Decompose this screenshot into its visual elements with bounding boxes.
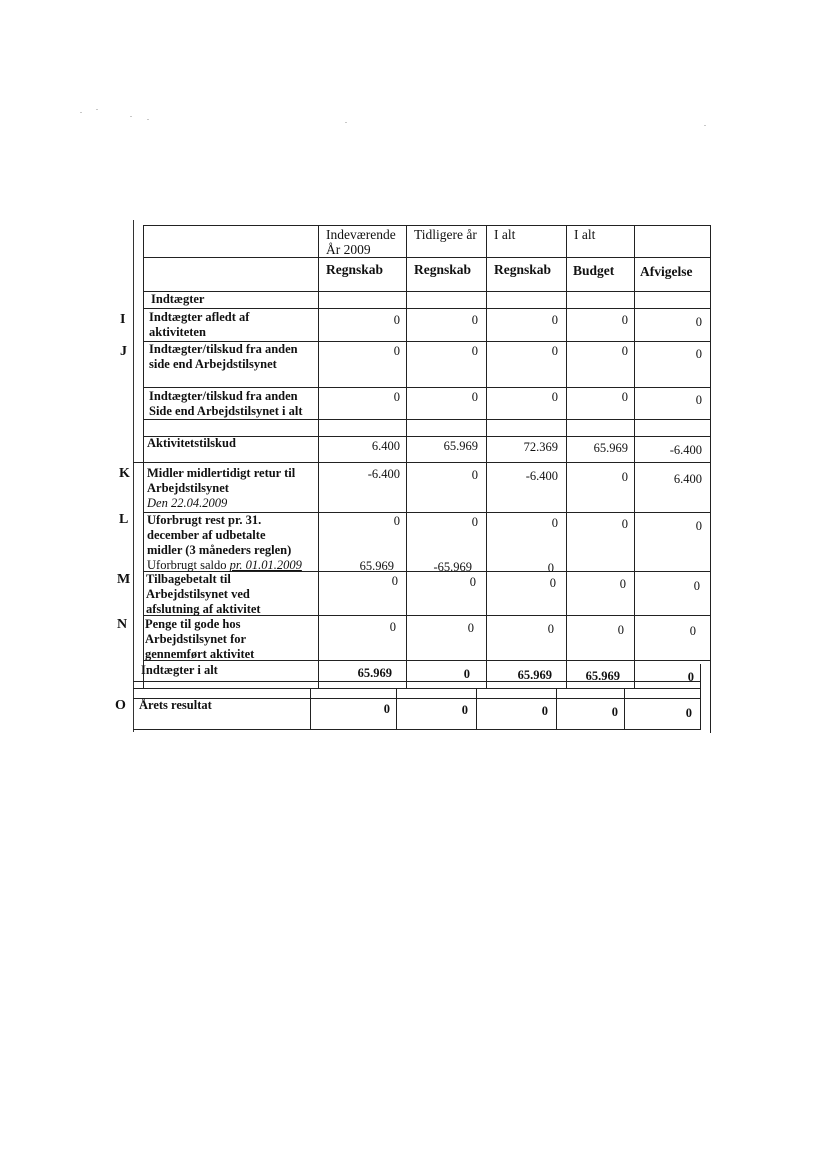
row-i-value: 0 bbox=[551, 313, 558, 327]
header-col3: I alt bbox=[494, 227, 516, 242]
row-i-label: aktiviteten bbox=[149, 325, 206, 339]
rule-vertical bbox=[710, 225, 711, 733]
row-o-value: 0 bbox=[685, 706, 692, 720]
header-col4: I alt bbox=[574, 227, 596, 242]
row-total-label: Indtægter i alt bbox=[141, 663, 218, 677]
header-col1-line1: Indeværende bbox=[326, 227, 396, 242]
row-k-value: -6.400 bbox=[367, 467, 400, 481]
scan-speck bbox=[130, 116, 132, 117]
row-subtotal-value: 0 bbox=[551, 390, 558, 404]
rule-top bbox=[143, 225, 711, 226]
row-j-label: side end Arbejdstilsynet bbox=[149, 357, 277, 371]
row-l-value: 0 bbox=[621, 517, 628, 531]
rule-vertical bbox=[318, 225, 319, 689]
row-aktivitetstilskud-value: 72.369 bbox=[523, 440, 558, 454]
scan-speck bbox=[147, 119, 149, 120]
row-aktivitetstilskud-value: -6.400 bbox=[669, 443, 702, 457]
row-k-value: 6.400 bbox=[673, 472, 702, 486]
rule bbox=[133, 698, 701, 699]
rule-vertical bbox=[476, 688, 477, 730]
row-l-value: 0 bbox=[471, 515, 478, 529]
row-subtotal-value: 0 bbox=[621, 390, 628, 404]
row-j-value: 0 bbox=[621, 344, 628, 358]
row-j-label: Indtægter/tilskud fra anden bbox=[149, 342, 298, 356]
row-m-label: afslutning af aktivitet bbox=[146, 602, 261, 616]
rule-vertical bbox=[396, 688, 397, 730]
row-letter-k: K bbox=[119, 466, 130, 481]
row-l-value: 0 bbox=[551, 516, 558, 530]
row-letter-i: I bbox=[120, 312, 126, 327]
row-i-value: 0 bbox=[621, 313, 628, 327]
row-l-label: Uforbrugt rest pr. 31. bbox=[147, 513, 262, 527]
row-total-value: 65.969 bbox=[517, 668, 552, 682]
row-n-label: Penge til gode hos bbox=[145, 617, 241, 631]
row-k-value: 0 bbox=[471, 468, 478, 482]
row-subtotal-value: 0 bbox=[695, 393, 702, 407]
row-l-value: 0 bbox=[695, 519, 702, 533]
scan-speck bbox=[80, 112, 82, 113]
row-aktivitetstilskud-value: 6.400 bbox=[371, 439, 400, 453]
rule-vertical bbox=[624, 688, 625, 730]
rule-vertical bbox=[556, 688, 557, 730]
section-title: Indtægter bbox=[151, 292, 205, 306]
row-k-value: -6.400 bbox=[525, 469, 558, 483]
rule-vertical bbox=[486, 225, 487, 689]
rule-vertical bbox=[566, 225, 567, 689]
row-o-value: 0 bbox=[541, 704, 548, 718]
header-sub4: Budget bbox=[573, 263, 615, 278]
row-subtotal-value: 0 bbox=[471, 390, 478, 404]
header-sub3: Regnskab bbox=[494, 262, 552, 277]
row-subtotal-value: 0 bbox=[393, 390, 400, 404]
row-n-label: gennemført aktivitet bbox=[145, 647, 255, 661]
row-subtotal-label: Side end Arbejdstilsynet i alt bbox=[149, 404, 303, 418]
row-i-value: 0 bbox=[393, 313, 400, 327]
row-j-value: 0 bbox=[695, 347, 702, 361]
row-o-value: 0 bbox=[461, 703, 468, 717]
row-letter-n: N bbox=[117, 617, 128, 632]
row-n-label: Arbejdstilsynet for bbox=[145, 632, 247, 646]
row-o-value: 0 bbox=[383, 702, 390, 716]
row-aktivitetstilskud-value: 65.969 bbox=[443, 439, 478, 453]
rule-bottom bbox=[133, 729, 701, 730]
row-l-label: midler (3 måneders reglen) bbox=[147, 543, 292, 557]
row-letter-j: J bbox=[120, 344, 127, 359]
rule-vertical bbox=[310, 688, 311, 730]
row-l-label-date: pr. 01.01.2009 bbox=[229, 558, 302, 572]
row-k-label: Arbejdstilsynet bbox=[147, 481, 229, 495]
rule-vertical bbox=[634, 225, 635, 689]
row-n-value: 0 bbox=[547, 622, 554, 636]
row-j-value: 0 bbox=[393, 344, 400, 358]
rule-header-bottom bbox=[143, 291, 711, 292]
scan-speck bbox=[704, 125, 706, 126]
row-total-value: 65.969 bbox=[585, 669, 620, 683]
row-letter-l: L bbox=[119, 512, 129, 527]
row-l-value: -65.969 bbox=[433, 560, 472, 574]
rule bbox=[143, 387, 711, 388]
row-letter-m: M bbox=[117, 572, 131, 587]
row-l-label: december af udbetalte bbox=[147, 528, 266, 542]
row-n-value: 0 bbox=[617, 623, 624, 637]
row-m-label: Tilbagebetalt til bbox=[146, 572, 231, 586]
row-m-value: 0 bbox=[693, 579, 700, 593]
rule-vertical bbox=[143, 225, 144, 689]
row-m-value: 0 bbox=[391, 574, 398, 588]
row-subtotal-label: Indtægter/tilskud fra anden bbox=[149, 389, 298, 403]
row-m-value: 0 bbox=[549, 576, 556, 590]
row-k-label: Den 22.04.2009 bbox=[147, 496, 228, 510]
row-l-value: 65.969 bbox=[359, 559, 394, 573]
rule bbox=[133, 462, 711, 463]
scan-speck bbox=[345, 122, 347, 123]
row-j-value: 0 bbox=[471, 344, 478, 358]
rule bbox=[133, 688, 701, 689]
row-l-value: 0 bbox=[393, 514, 400, 528]
row-letter-o: O bbox=[115, 698, 126, 713]
header-col2: Tidligere år bbox=[414, 227, 477, 242]
row-m-value: 0 bbox=[619, 577, 626, 591]
row-j-value: 0 bbox=[551, 344, 558, 358]
row-o-label: Årets resultat bbox=[139, 698, 212, 712]
scan-speck bbox=[96, 109, 98, 110]
row-l-value: 0 bbox=[547, 561, 554, 575]
row-n-value: 0 bbox=[689, 624, 696, 638]
header-sub5: Afvigelse bbox=[640, 264, 693, 279]
row-total-value: 0 bbox=[687, 670, 694, 684]
rule-vertical bbox=[406, 225, 407, 689]
row-total-value: 0 bbox=[463, 667, 470, 681]
row-i-value: 0 bbox=[695, 315, 702, 329]
row-i-label: Indtægter afledt af bbox=[149, 310, 250, 324]
row-i-value: 0 bbox=[471, 313, 478, 327]
row-o-value: 0 bbox=[611, 705, 618, 719]
rule bbox=[143, 419, 711, 420]
row-l-label-plain: Uforbrugt saldo bbox=[147, 558, 227, 572]
rule-header-mid bbox=[143, 257, 711, 258]
row-k-label: Midler midlertidigt retur til bbox=[147, 466, 296, 480]
header-sub1: Regnskab bbox=[326, 262, 384, 277]
row-aktivitetstilskud-value: 65.969 bbox=[593, 441, 628, 455]
row-k-value: 0 bbox=[621, 470, 628, 484]
row-aktivitetstilskud-label: Aktivitetstilskud bbox=[147, 436, 236, 450]
row-m-value: 0 bbox=[469, 575, 476, 589]
row-n-value: 0 bbox=[467, 621, 474, 635]
header-sub2: Regnskab bbox=[414, 262, 472, 277]
rule-vertical bbox=[700, 664, 701, 730]
row-total-value: 65.969 bbox=[357, 666, 392, 680]
header-col1-line2: År 2009 bbox=[326, 242, 371, 257]
row-n-value: 0 bbox=[389, 620, 396, 634]
row-m-label: Arbejdstilsynet ved bbox=[146, 587, 250, 601]
row-l-label bbox=[147, 558, 302, 573]
rule bbox=[143, 308, 711, 309]
